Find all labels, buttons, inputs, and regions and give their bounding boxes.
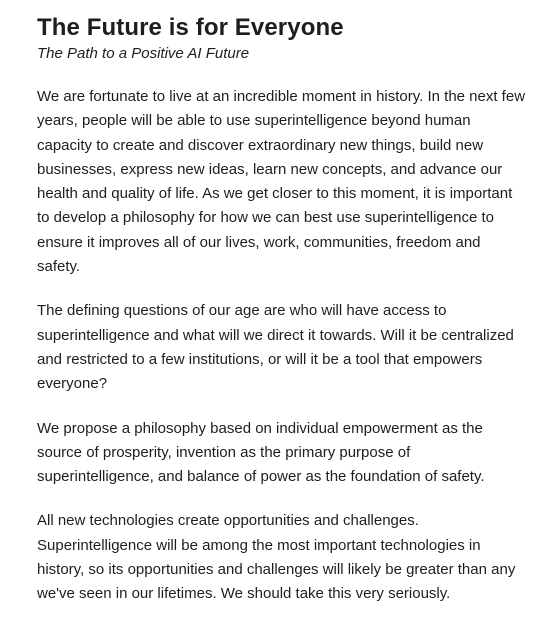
article-subtitle: The Path to a Positive AI Future — [37, 45, 250, 62]
paragraph-4: All new technologies create opportunities and challenges. Superintelligence will be among the most important technologies in history, so its opportunities and challenges will likely be greater than any we've seen in our lifetimes. We should take this very seriously. — [37, 512, 516, 603]
article-title: The Future is for Everyone — [37, 14, 344, 41]
paragraph-3: We propose a philosophy based on individual empowerment as the source of prosperity, invention as the primary purpose of superintelligence, and balance of power as the foundation of safety. — [37, 419, 485, 486]
paragraph-2: The defining questions of our age are who will have access to superintelligence and what will we direct it towards. Will it be centralized and restricted to a few institutions, or will it be a tool that empowers everyone? — [37, 302, 514, 393]
paragraph-1: We are fortunate to live at an incredible moment in history. In the next few years, people will be able to use superintelligence beyond human capacity to create and discover extraordinary new things, build new businesses, express new ideas, learn new concepts, and advance our health and quality of life. As we get closer to this moment, it is important to develop a philosophy for how we can best use superintelligence to ensure it improves all of our lives, work, communities, freedom and safety. — [37, 88, 526, 276]
